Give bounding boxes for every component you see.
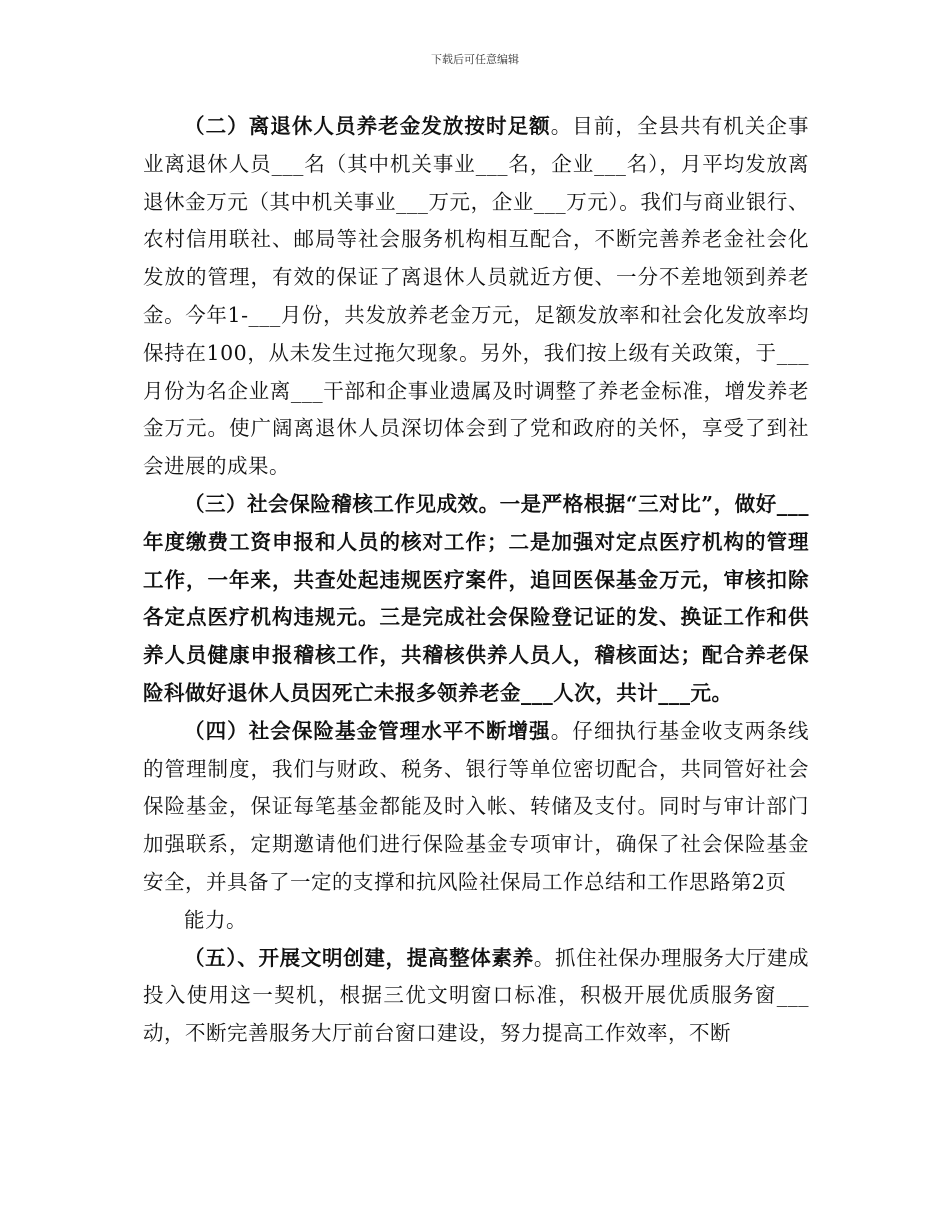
paragraph-heading: （三）社会保险稽核工作见成效 <box>184 491 479 516</box>
paragraph-pension-distribution <box>143 108 809 486</box>
paragraph-text: 。一是严格根据“三对比”，做好___年度缴费工资申报和人员的核对工作；二是加强对定点医疗机构的管理工作，一年来，共查处起违规医疗案件，追回医保基金万元，审核扣除各定点医疗机构违规元。三是完成社会保险登记证的发、换证工作和供养人员健康申报稽核工作，共稽核供养人员人，稽核面达；配合养老保险科做好退休人员因死亡未报多领养老金___人次，共计___元。 <box>143 491 809 705</box>
paragraph-heading: （二）离退休人员养老金发放按时足额 <box>184 114 551 138</box>
paragraph-text: 。仔细执行基金收支两条线的管理制度，我们与财政、税务、银行等单位密切配合，共同管好社会保险基金，保证每笔基金都能及时入帐、转储及支付。同时与审计部门加强联系，定期邀请他们进行保险基金专项审计，确保了社会保险基金安全，并具备了一定的支撑和抗风险社保局工作总结和工作思路第2页 <box>143 718 810 894</box>
paragraph-text: 。抓住社保办理服务大厅建成投入使用这一契机，根据三优文明窗口标准，积极开展优质服务窗___动，不断完善服务大厅前台窗口建设，努力提高工作效率，不断 <box>143 945 809 1046</box>
page-header-note: 下载后可任意编辑 <box>431 53 519 66</box>
paragraph-heading: （四）社会保险基金管理水平不断增强 <box>184 718 551 743</box>
document-body <box>143 108 809 1053</box>
paragraph-continuation <box>143 902 809 940</box>
paragraph-civilization-building <box>143 940 809 1053</box>
paragraph-heading: （五）、开展文明创建，提高整体素养 <box>184 945 534 970</box>
paragraph-text: 。目前，全县共有机关企事业离退休人员___名（其中机关事业___名，企业___名），月平均发放离退休金万元（其中机关事业___万元，企业___万元）。我们与商业银行、农村信用联社、邮局等社会服务机构相互配合，不断完善养老金社会化发放的管理，有效的保证了离退休人员就近方便、一分不差地领到养老金。今年1-___月份，共发放养老金万元，足额发放率和社会化发放率均保持在100，从未发生过拖欠现象。另外，我们按上级有关政策，于___月份为名企业离___干部和企事业遗属及时调整了养老金标准，增发养老金万元。使广阔离退休人员深切体会到了党和政府的关怀，享受了到社会进展的成果。 <box>143 114 810 479</box>
paragraph-text: 能力。 <box>184 907 247 932</box>
paragraph-fund-management <box>143 713 809 902</box>
paragraph-insurance-audit <box>143 486 809 713</box>
